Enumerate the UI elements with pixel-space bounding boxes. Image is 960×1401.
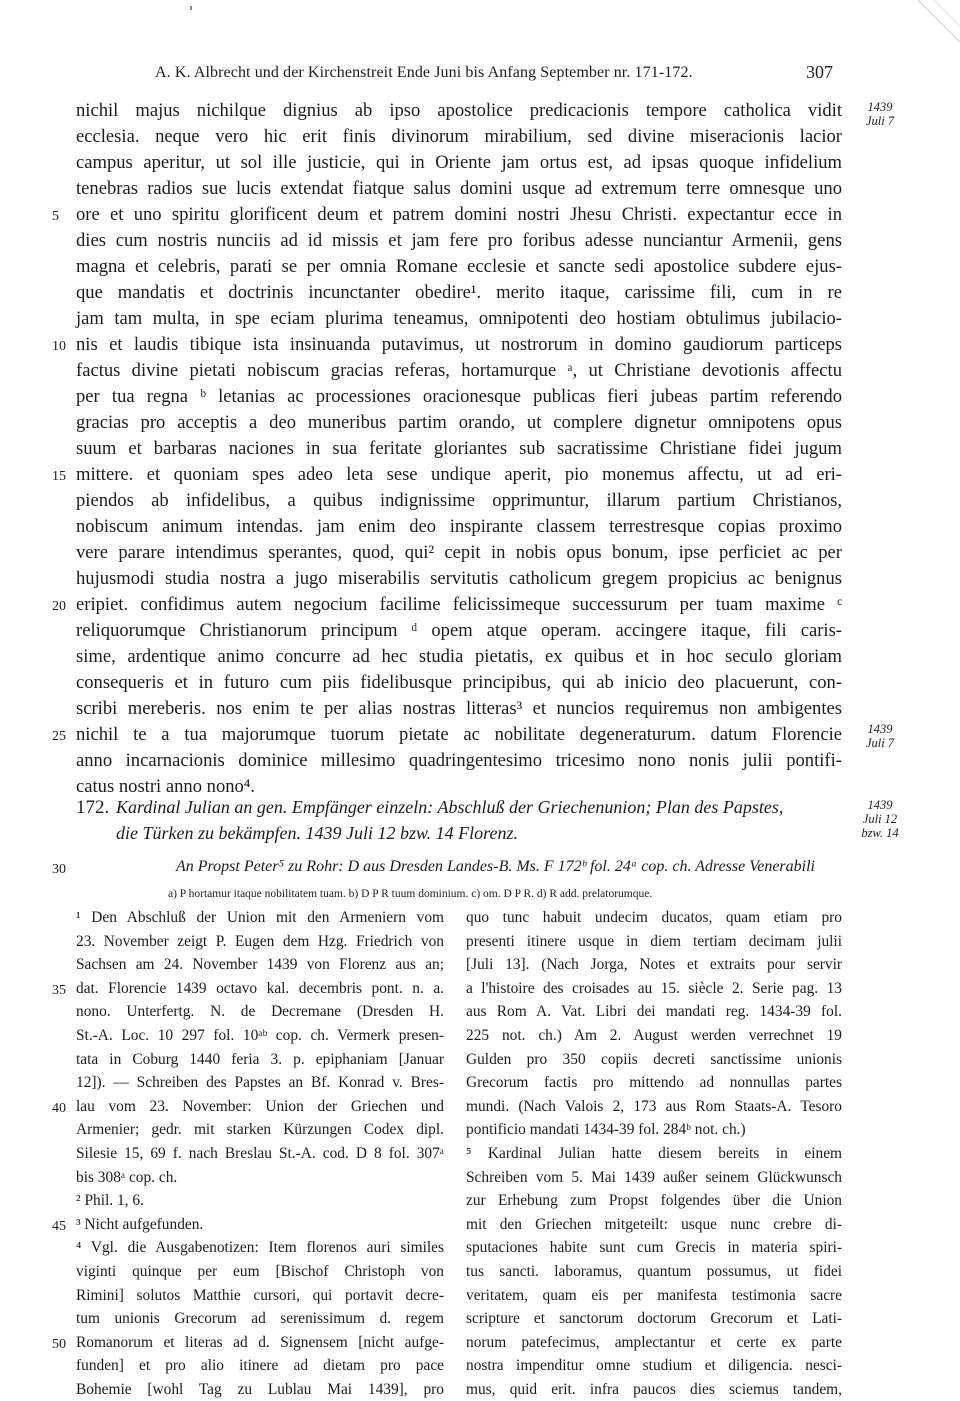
footnote-line: viginti quinque per eum [Bischof Christoph von — [76, 1262, 444, 1280]
variant-readings: a) P hortamur itaque nobilitatem tuam. b) D P R tuum dominium. c) om. D P R. d) R add. prelatorumque. — [168, 888, 653, 900]
footnote-line: norum patefecimus, amplectantur et certe ex parte — [466, 1333, 842, 1351]
footnote-line: Rimini] solutos Matthie cursori, qui portavit decre- — [76, 1286, 444, 1304]
footnote-line: ¹ Den Abschluß der Union mit den Armeniern vom — [76, 909, 444, 926]
footnote-line: Gulden pro 350 copiis decreti sanctissime unionis — [466, 1050, 842, 1068]
page-number: 307 — [806, 62, 833, 82]
text-line: eripiet. confidimus autem negocium facilime felicissimeque successurum per tuam maxime ᶜ — [76, 594, 842, 615]
line-number: 10 — [52, 339, 66, 354]
line-number: 5 — [52, 209, 59, 224]
text-line: nis et laudis tibique ista insinuanda putavimus, ut nostrorum in domino gaudiorum particeps — [76, 334, 842, 355]
footnote-line: mit den Griechen mitgeteilt: usque nunc crebre di- — [466, 1215, 842, 1233]
document-heading-line2: die Türken zu bekämpfen. 1439 Juli 12 bzw. 14 Florenz. — [116, 823, 518, 843]
text-line: tenebras radios sue lucis extendat fiatque salus domini usque ad extremum terre omnesque uno — [76, 178, 842, 199]
text-line: vere parare intendimus sperantes, quod, qui² cepit in nobis opus bonum, ipse perficiet ac per — [76, 542, 842, 563]
footnote-line: Schreiben vom 5. Mai 1439 außer seinem Glückwunsch — [466, 1168, 842, 1186]
text-line: jam tam multa, in spe eciam plurima teneamus, omnipotenti deo hostiam obtulimus jubilacio- — [76, 308, 842, 329]
text-line: ecclesia. neque vero hic erit finis divinorum mirabilium, sed divine miseracionis lacior — [76, 126, 842, 147]
footnote-line: Grecorum factis pro mittendo ad nonnullas partes — [466, 1074, 842, 1092]
running-header: A. K. Albrecht und der Kirchenstreit Ende Juni bis Anfang September nr. 171-172. — [155, 64, 693, 81]
margin-day: Juli 12 — [862, 812, 898, 826]
page-corner-fold-mark — [900, 0, 960, 60]
footnote-line: aus Rom A. Vat. Libri dei mandati reg. 1434-39 fol. — [466, 1003, 842, 1021]
margin-date-end — [850, 722, 910, 750]
margin-day: Juli 7 — [865, 736, 895, 750]
footnote-line: tum unionis Grecorum ad serenissimum d. regem — [76, 1310, 444, 1328]
footnote-line: ⁵ Kardinal Julian hatte diesem bereits in einem — [466, 1144, 842, 1162]
text-line: que mandatis et doctrinis incunctanter obedire¹. merito itaque, carissime fili, cum in re — [76, 282, 842, 303]
text-line: nobiscum animum intendas. jam enim deo inspirante classem terrestresque copias proximo — [76, 516, 842, 537]
footnote-line: nono. Unterfertg. N. de Decremane (Dresden H. — [76, 1003, 444, 1021]
footnote-line: Bohemie [wohl Tag zu Lublau Mai 1439], pro — [76, 1380, 444, 1398]
document-heading-line1: Kardinal Julian an gen. Empfänger einzeln: Abschluß der Griechenunion; Plan des Papstes, — [116, 797, 784, 817]
line-number: 40 — [52, 1101, 66, 1116]
text-line: per tua regna ᵇ letanias ac processiones oracionesque publicas fieri jubeas partim referendo — [76, 386, 842, 407]
text-line: factus divine pietati nobiscum gracias referas, hortamurque ᵃ, ut Christiane devotionis affectu — [76, 360, 842, 381]
margin-date-doc172 — [850, 798, 910, 840]
footnote-line: 225 not. ch.) Am 2. August werden verrechnet 19 — [466, 1026, 842, 1044]
text-line: gracias pro acceptis a deo muneribus partim orando, ut complere dignetur omnipotens opus — [76, 412, 842, 433]
document-number: 172. — [76, 797, 110, 818]
line-number: 15 — [52, 469, 66, 484]
footnote-line: sputaciones habite sunt cum Grecis in materia spiri- — [466, 1239, 842, 1257]
text-line: catus nostri anno nono⁴. — [76, 776, 255, 797]
footnote-line: [Juli 13]. (Nach Jorga, Notes et extraits pour servir — [466, 956, 842, 974]
footnote-line: tata in Coburg 1440 feria 3. p. epiphaniam [Januar — [76, 1050, 444, 1068]
margin-day-alt: bzw. 14 — [861, 826, 899, 840]
source-note: An Propst Peter⁵ zu Rohr: D aus Dresden Landes-B. Ms. F 172ᵇ fol. 24ᵃ cop. ch. Adresse Venerabili — [176, 858, 815, 875]
text-line: suum et barbaras naciones in sua feritate gloriantes sub sacratissime Christiane fidei jugum — [76, 438, 842, 459]
text-line: nichil te a tua majorumque tuorum pietate ac nobilitate degeneraturum. datum Florencie — [76, 724, 842, 745]
margin-date-top — [850, 100, 910, 128]
text-line: nichil majus nichilque dignius ab ipso apostolice predicacionis tempore catholica vidit — [76, 100, 842, 121]
text-line: consequeris et in futuro cum piis fidelibusque principibus, qui ab inicio deo placuerunt, con- — [76, 672, 842, 693]
footnotes-left-column — [76, 906, 444, 1401]
line-number: 20 — [52, 599, 66, 614]
footnote-line: presenti itinere usque in diem tertiam decimam julii — [466, 932, 842, 950]
line-number: 35 — [52, 983, 66, 998]
footnote-line: a l'histoire des croisades au 15. siècle 2. Serie pag. 13 — [466, 979, 842, 997]
line-number: 30 — [52, 862, 66, 877]
text-line: anno incarnacionis dominice millesimo quadringentesimo tricesimo nono nonis julii pontifi- — [76, 750, 842, 771]
text-line: reliquorumque Christianorum principum ᵈ opem atque operam. accingere itaque, fili caris- — [76, 620, 842, 641]
footnote-line: Romanorum et literas ad d. Signensem [nicht aufge- — [76, 1333, 444, 1351]
margin-year: 1439 — [867, 100, 893, 114]
footnote-line: quo tunc habuit undecim ducatos, quam etiam pro — [466, 909, 842, 926]
footnote-line: nostra impenditur omne studium et diligencia. nesci- — [466, 1357, 842, 1375]
text-line: sime, ardentique animo concurre ad hec studia pietatis, ex quibus et in hoc seculo gloriam — [76, 646, 842, 667]
line-number: 25 — [52, 729, 66, 744]
scan-speck — [190, 6, 192, 10]
footnote-line: 12]). — Schreiben des Papstes an Bf. Konrad v. Bres- — [76, 1074, 444, 1092]
footnote-line: ⁴ Vgl. die Ausgabenotizen: Item florenos auri similes — [76, 1239, 444, 1257]
text-line: scribi mereberis. nos enim te per alias nostras litteras³ et nuncios requiremus non ambigentes — [76, 698, 842, 719]
margin-year: 1439 — [867, 722, 893, 736]
footnote-line: St.-A. Loc. 10 297 fol. 10ᵃᵇ cop. ch. Vermerk presen- — [76, 1026, 444, 1044]
footnote-line: Sachsen am 24. November 1439 von Florenz aus an; — [76, 956, 444, 974]
footnote-line: Silesie 15, 69 f. nach Breslau St.-A. cod. D 8 fol. 307ᵃ — [76, 1144, 444, 1162]
margin-day: Juli 7 — [865, 114, 895, 128]
footnote-line: dat. Florencie 1439 octavo kal. decembris pont. n. a. — [76, 979, 444, 997]
footnote-line: zur Erhebung zum Propst folgendes über die Union — [466, 1192, 842, 1210]
footnote-line: mus, quid erit. infra paucos dies sciemus tandem, — [466, 1380, 842, 1398]
footnote-line: ² Phil. 1, 6. — [76, 1192, 144, 1210]
footnote-line: 23. November zeigt P. Eugen dem Hzg. Friedrich von — [76, 932, 444, 950]
footnote-line: ³ Nicht aufgefunden. — [76, 1215, 204, 1233]
footnote-line: scripture et sanctorum doctorum Grecorum et Lati- — [466, 1310, 842, 1328]
text-line: campus aperitur, ut sol ille justicie, qui in Oriente jam ortus est, ad ipsas quoque infidelium — [76, 152, 842, 173]
text-line: hujusmodi studia nostra a jugo miserabilis servitutis catholicum gregem propicius ac benignus — [76, 568, 842, 589]
footnote-line: tus sancti. laboramus, quantum possumus, ut fidei — [466, 1262, 842, 1280]
line-number: 50 — [52, 1337, 66, 1352]
footnote-line: Armenier; gedr. mit starken Kürzungen Codex dipl. — [76, 1121, 444, 1139]
text-line: ore et uno spiritu glorificent deum et patrem domini nostri Jhesu Christi. expectantur ecce in — [76, 204, 842, 225]
footnote-line: funden] et pro alio itinere ad dietam pro pace — [76, 1357, 444, 1375]
text-line: dies cum nostris nunciis ad id missis et jam fere pro foribus adesse nunciantur Armenii, gens — [76, 230, 842, 251]
margin-year: 1439 — [867, 798, 893, 812]
footnote-line: pontificio mandati 1434-39 fol. 284ᵇ not. ch.) — [466, 1121, 746, 1139]
text-line: piendos ab infidelibus, a quibus indignissime opprimuntur, illarum partium Christianos, — [76, 490, 842, 511]
footnote-line: lau vom 23. November: Union der Griechen und — [76, 1097, 444, 1115]
footnote-line: mundi. (Nach Valois 2, 173 aus Rom Staats-A. Tesoro — [466, 1097, 842, 1115]
footnote-line: bis 308ᵃ cop. ch. — [76, 1168, 178, 1186]
footnotes-right-column — [466, 906, 842, 1401]
text-line: magna et celebris, parati se per omnia Romane ecclesie et sancte sedi apostolice subdere ejus- — [76, 256, 842, 277]
line-number: 45 — [52, 1219, 66, 1234]
text-line: mittere. et quoniam spes adeo leta sese undique aperit, pio monemus affectu, ut ad eri- — [76, 464, 842, 485]
footnote-line: veritatem, quam eis per manifesta testimonia sacre — [466, 1286, 842, 1304]
